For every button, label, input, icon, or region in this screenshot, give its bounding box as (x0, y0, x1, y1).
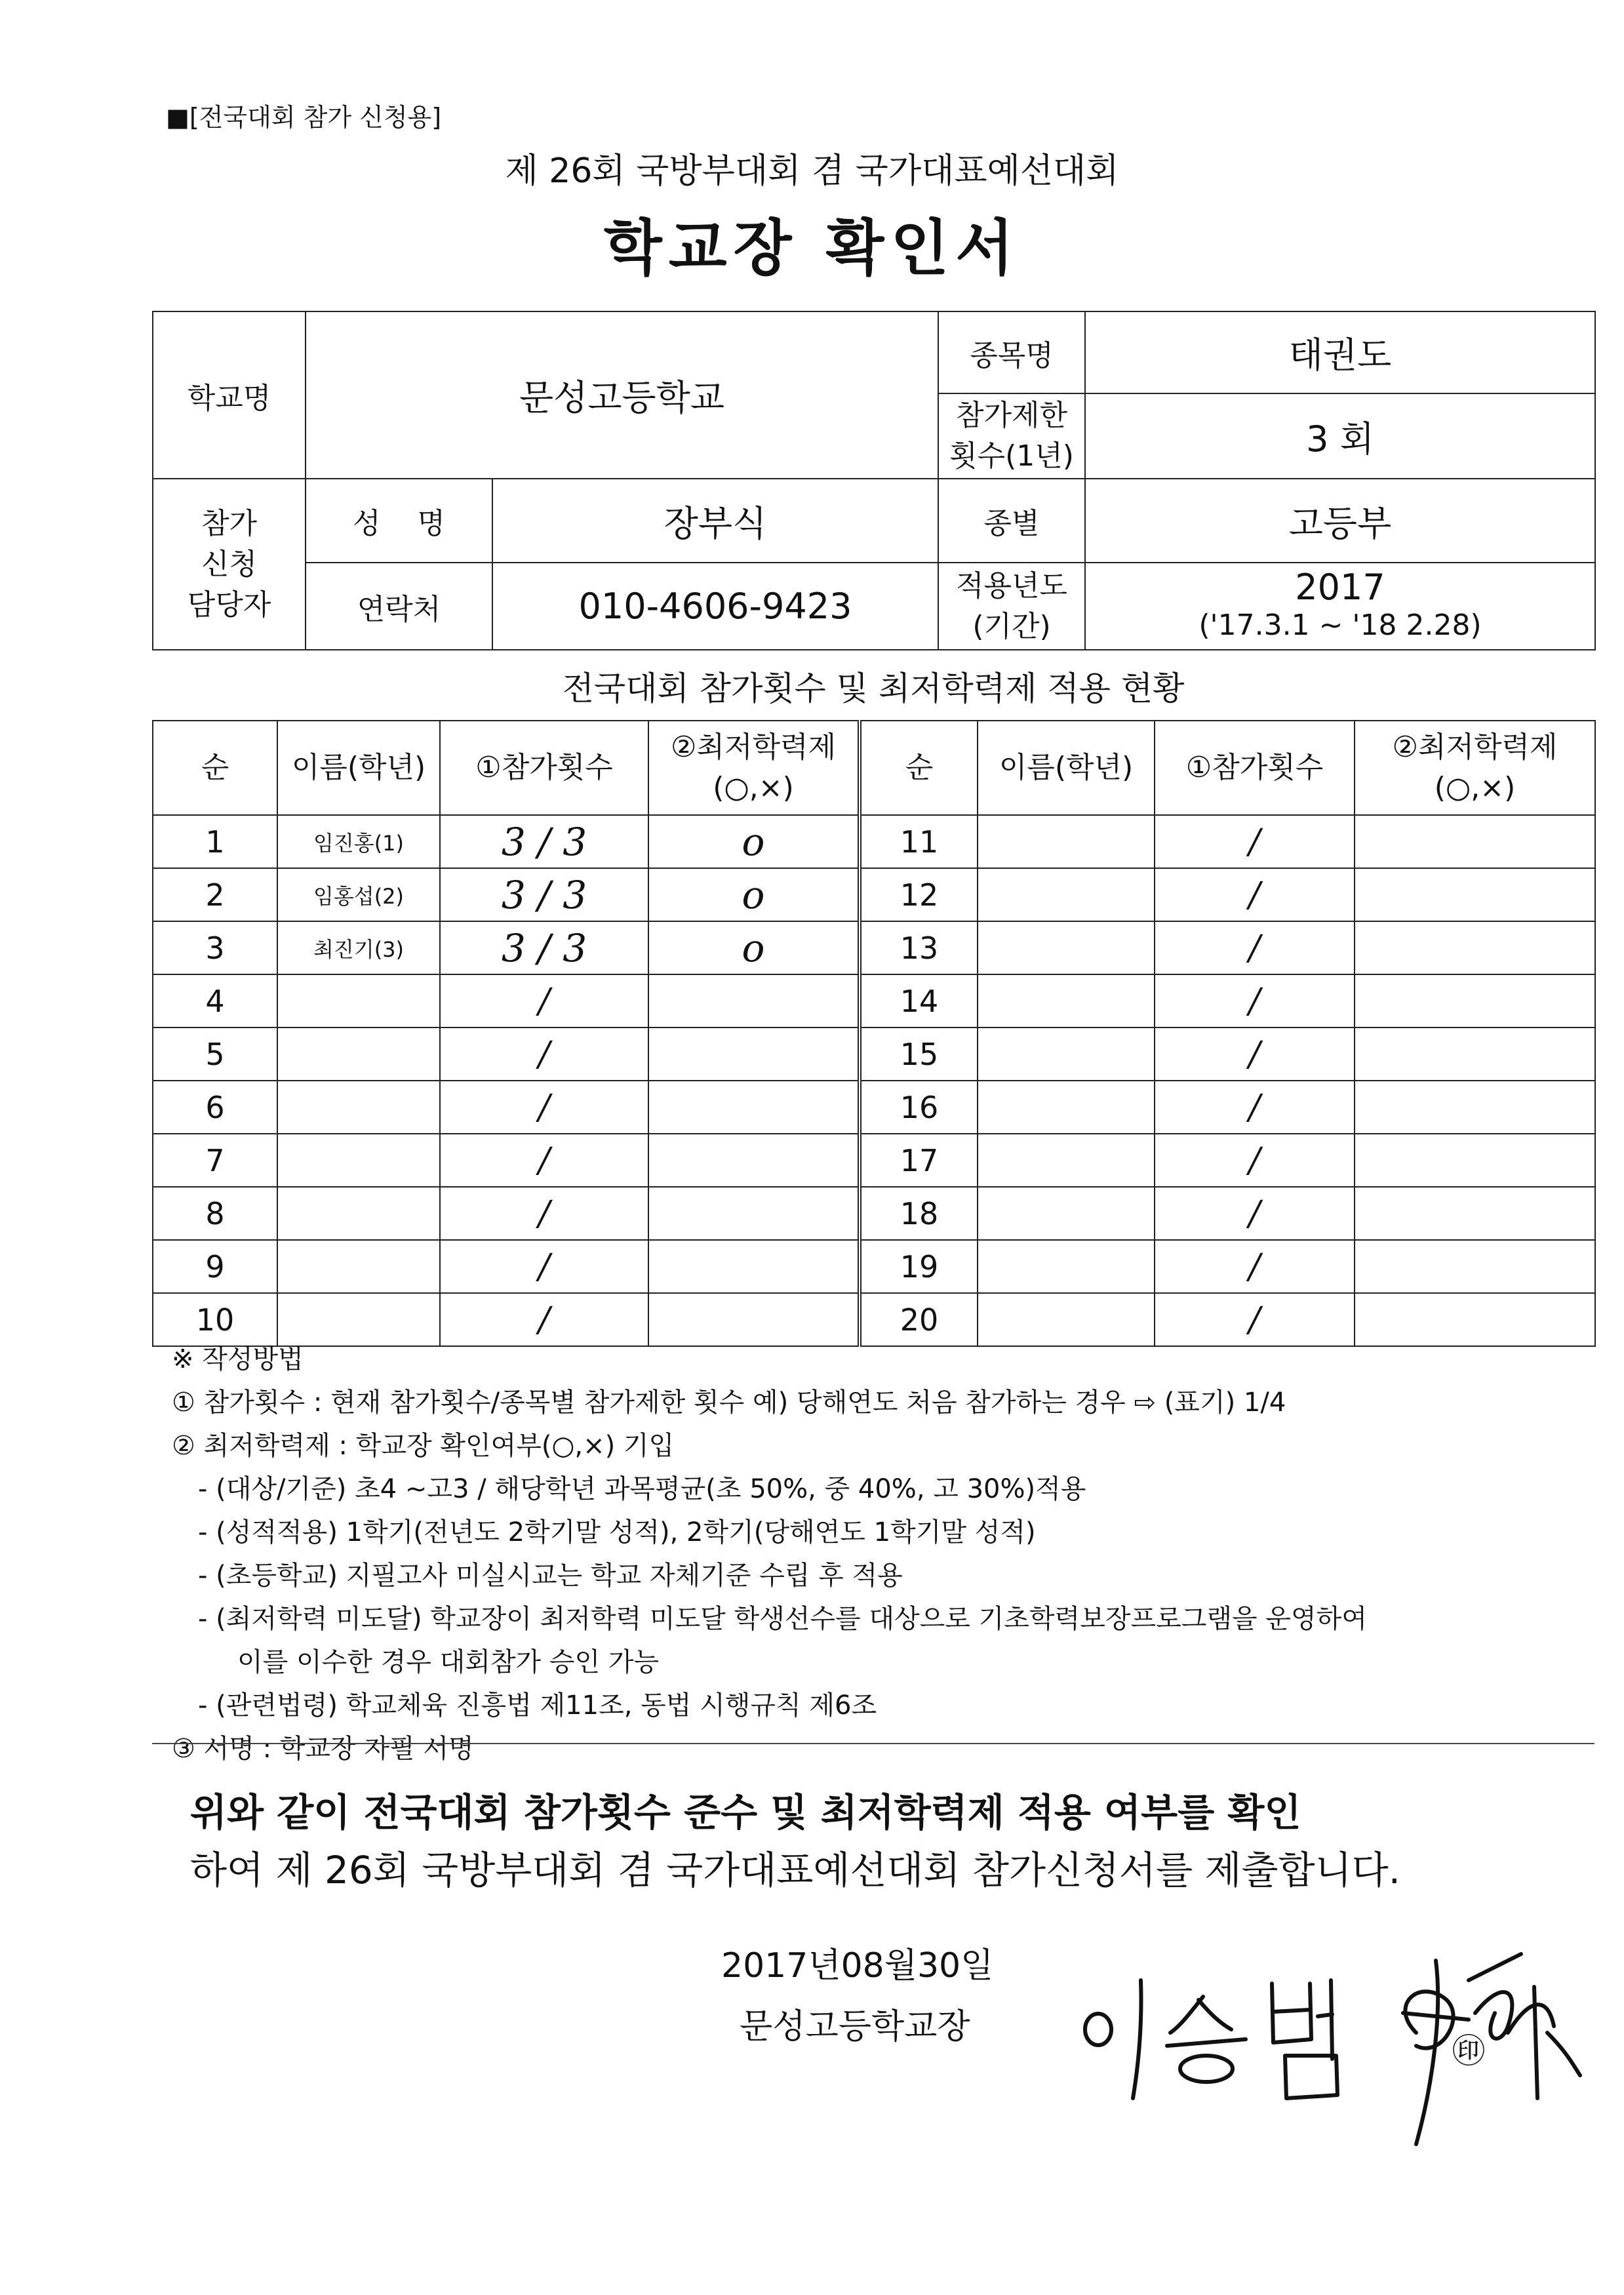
student-name (978, 868, 1155, 921)
header-academic-2-line-1: ②최저학력제 (1392, 730, 1558, 764)
applicant-label-line-1: 참가 (201, 506, 257, 540)
form-type-tag: ■[전국대회 참가 신청용] (166, 103, 442, 132)
phone-value: 010-4606-9423 (492, 563, 938, 650)
participation-table (152, 720, 1596, 1347)
participation-count: 3 / 3 (440, 921, 648, 974)
divider-line (152, 1743, 1594, 1744)
academic-check (648, 1240, 860, 1293)
academic-check (1355, 1028, 1595, 1081)
header-academic-2-line-2: (○,×) (1434, 771, 1516, 805)
principal-signature (1049, 1934, 1587, 2151)
student-name (978, 921, 1155, 974)
confirmation-line-1: 위와 같이 전국대회 참가횟수 준수 및 최저학력제 적용 여부를 확인 (190, 1790, 1301, 1835)
school-name-label: 학교명 (153, 311, 306, 479)
academic-check (648, 974, 860, 1028)
student-name: 임홍섭(2) (277, 868, 440, 921)
submission-date: 2017년08월30일 (721, 1946, 994, 1986)
note-3: ③ 서명 : 학교장 자필 서명 (172, 1734, 474, 1764)
header-academic (648, 721, 860, 815)
instructions (172, 1338, 1594, 1770)
note-2d: - (최저학력 미도달) 학교장이 최저학력 미도달 학생선수를 대상으로 기초학력보장프로그램을 운영하여 (198, 1604, 1367, 1634)
school-info-table (152, 311, 1596, 650)
participation-count: / (1155, 815, 1355, 868)
contact-name-label: 성 명 (306, 479, 492, 563)
table-row (153, 815, 1595, 868)
header-academic-line-1: ②최저학력제 (671, 730, 836, 764)
student-name (978, 815, 1155, 868)
limit-label-line-2: 횟수(1년) (949, 439, 1074, 473)
note-2e: - (관련법령) 학교체육 진흥법 제11조, 동법 시행규칙 제6조 (198, 1690, 877, 1721)
table-row (153, 1081, 1595, 1134)
table-header-row (153, 721, 1595, 815)
academic-check (648, 1081, 860, 1134)
limit-value: 3 회 (1085, 393, 1595, 479)
academic-check (1355, 1240, 1595, 1293)
academic-check: o (648, 815, 860, 868)
header-count-2: ①참가횟수 (1155, 721, 1355, 815)
row-number: 6 (153, 1081, 277, 1134)
header-name-2: 이름(학년) (978, 721, 1155, 815)
academic-check (1355, 1134, 1595, 1187)
header-academic-line-2: (○,×) (713, 771, 794, 805)
row-number: 19 (860, 1240, 978, 1293)
table-row (153, 868, 1595, 921)
header-count: ①참가횟수 (440, 721, 648, 815)
academic-check (1355, 815, 1595, 868)
table-row (153, 921, 1595, 974)
row-number: 20 (860, 1293, 978, 1346)
participation-count: / (440, 1240, 648, 1293)
student-name: 최진기(3) (277, 921, 440, 974)
row-number: 16 (860, 1081, 978, 1134)
year-value: 2017 (1295, 566, 1385, 608)
header-no-2: 순 (860, 721, 978, 815)
student-name (277, 1081, 440, 1134)
year-label-line-1: 적용년도 (956, 569, 1068, 603)
division-value: 고등부 (1085, 479, 1595, 563)
period-value: ('17.3.1 ~ '18 2.28) (1198, 608, 1482, 642)
participation-count: / (1155, 1293, 1355, 1346)
student-name (978, 974, 1155, 1028)
instructions-heading: ※ 작성방법 (172, 1344, 304, 1374)
academic-check (648, 1187, 860, 1240)
participation-count: / (1155, 974, 1355, 1028)
student-name (277, 974, 440, 1028)
event-label: 종목명 (938, 311, 1085, 393)
row-number: 15 (860, 1028, 978, 1081)
participation-count: / (440, 1293, 648, 1346)
principal-title: 문성고등학교장 (740, 2007, 970, 2046)
row-number: 4 (153, 974, 277, 1028)
academic-check (1355, 868, 1595, 921)
participation-count: / (1155, 1081, 1355, 1134)
division-label: 종별 (938, 479, 1085, 563)
row-number: 13 (860, 921, 978, 974)
participation-count: / (1155, 1187, 1355, 1240)
note-2b: - (성적적용) 1학기(전년도 2학기말 성적), 2학기(당해연도 1학기말 성적) (198, 1517, 1036, 1547)
student-name (277, 1187, 440, 1240)
row-number: 10 (153, 1293, 277, 1346)
row-number: 1 (153, 815, 277, 868)
academic-check (1355, 921, 1595, 974)
participation-count: / (440, 1134, 648, 1187)
row-number: 5 (153, 1028, 277, 1081)
applicant-label-line-2: 신청 (201, 547, 257, 581)
participation-count: / (440, 1081, 648, 1134)
academic-check (1355, 1187, 1595, 1240)
year-label-line-2: (기간) (972, 609, 1051, 643)
competition-subtitle: 제 26회 국방부대회 겸 국가대표예선대회 (505, 151, 1119, 191)
phone-label: 연락처 (306, 563, 492, 650)
academic-check (648, 1134, 860, 1187)
participation-count: / (1155, 1134, 1355, 1187)
confirmation-line-2: 하여 제 26회 국방부대회 겸 국가대표예선대회 참가신청서를 제출합니다. (190, 1848, 1401, 1892)
student-name (978, 1081, 1155, 1134)
participation-count: / (440, 1187, 648, 1240)
student-name (277, 1028, 440, 1081)
participation-rows (153, 815, 1595, 1346)
participation-count: 3 / 3 (440, 868, 648, 921)
student-name (978, 1240, 1155, 1293)
header-no: 순 (153, 721, 277, 815)
participation-count: / (1155, 1240, 1355, 1293)
table-row (153, 1187, 1595, 1240)
student-name (978, 1028, 1155, 1081)
table-row (153, 974, 1595, 1028)
participation-count: / (440, 974, 648, 1028)
academic-check (648, 1028, 860, 1081)
page-title: 학교장 확인서 (603, 213, 1021, 283)
participation-count: / (1155, 921, 1355, 974)
row-number: 7 (153, 1134, 277, 1187)
note-1: ① 참가횟수 : 현재 참가횟수/종목별 참가제한 횟수 예) 당해연도 처음 참가하는 경우 ⇨ (표기) 1/4 (172, 1387, 1286, 1418)
table-row (153, 1028, 1595, 1081)
limit-label (938, 393, 1085, 479)
table-row (153, 1134, 1595, 1187)
year-value-cell (1085, 563, 1595, 650)
student-name (277, 1240, 440, 1293)
student-name: 임진홍(1) (277, 815, 440, 868)
note-2c: - (초등학교) 지필고사 미실시교는 학교 자체기준 수립 후 적용 (198, 1561, 903, 1591)
stamp-mark: ㊞ (1452, 2032, 1485, 2070)
row-number: 14 (860, 974, 978, 1028)
applicant-label-line-3: 담당자 (187, 588, 271, 622)
participation-count: / (1155, 1028, 1355, 1081)
note-2d-continued: 이를 이수한 경우 대회참가 승인 가능 (237, 1647, 660, 1677)
participation-count: 3 / 3 (440, 815, 648, 868)
student-name (978, 1187, 1155, 1240)
academic-check: o (648, 921, 860, 974)
academic-check (1355, 974, 1595, 1028)
year-label (938, 563, 1085, 650)
table-row (153, 1240, 1595, 1293)
row-number: 12 (860, 868, 978, 921)
row-number: 11 (860, 815, 978, 868)
academic-check: o (648, 868, 860, 921)
row-number: 8 (153, 1187, 277, 1240)
contact-name-value: 장부식 (492, 479, 938, 563)
note-2a: - (대상/기준) 초4 ~고3 / 해당학년 과목평균(초 50%, 중 40%, 고 30%)적용 (198, 1474, 1086, 1504)
participation-section-title: 전국대회 참가횟수 및 최저학력제 적용 현황 (562, 669, 1185, 708)
row-number: 3 (153, 921, 277, 974)
row-number: 17 (860, 1134, 978, 1187)
applicant-label (153, 479, 306, 650)
row-number: 18 (860, 1187, 978, 1240)
event-value: 태권도 (1085, 311, 1595, 393)
header-academic-2 (1355, 721, 1595, 815)
school-name-value: 문성고등학교 (306, 311, 938, 479)
row-number: 2 (153, 868, 277, 921)
confirmation-statement (190, 1784, 1593, 1899)
student-name (978, 1134, 1155, 1187)
participation-count: / (440, 1028, 648, 1081)
academic-check (1355, 1081, 1595, 1134)
participation-count: / (1155, 868, 1355, 921)
header-name: 이름(학년) (277, 721, 440, 815)
note-2: ② 최저학력제 : 학교장 확인여부(○,×) 기입 (172, 1431, 675, 1461)
student-name (277, 1134, 440, 1187)
limit-label-line-1: 참가제한 (956, 399, 1068, 432)
row-number: 9 (153, 1240, 277, 1293)
